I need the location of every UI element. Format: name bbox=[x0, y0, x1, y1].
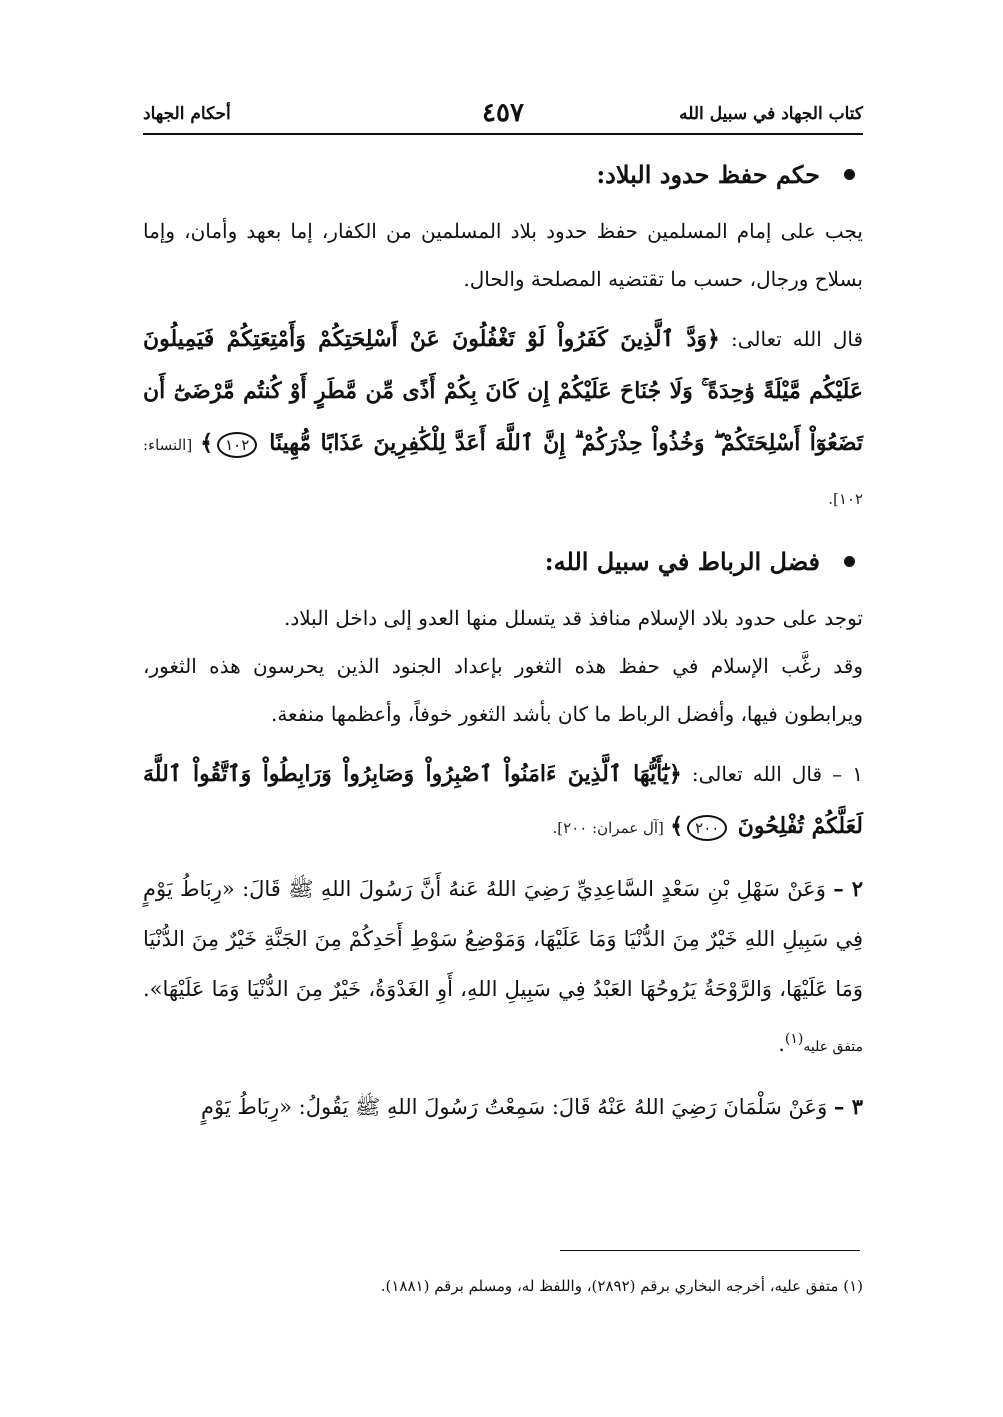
verse-close: ﴾ bbox=[670, 813, 684, 839]
quran-verse-block bbox=[143, 313, 863, 525]
verse-intro: قال الله تعالى: bbox=[730, 327, 864, 351]
section-title: أحكام الجهاد bbox=[143, 104, 231, 124]
ayah-number-marker: ١٠٢ bbox=[217, 432, 257, 458]
footnote-rule bbox=[560, 1250, 860, 1251]
verse-reference: [النساء: ١٠٢]. bbox=[143, 436, 863, 508]
hadith-grading: متفق عليه bbox=[803, 1039, 863, 1055]
list-item bbox=[143, 1082, 863, 1132]
hadith-text: وَعَنْ سَلْمَانَ رَضِيَ اللهُ عَنْهُ قَالَ: سَمِعْتُ رَسُولَ اللهِ ﷺ يَقُولُ: «رِبَاطُ يَوْمٍ bbox=[200, 1095, 828, 1119]
item-number: ٣ – bbox=[833, 1094, 863, 1119]
heading-text: فضل الرباط في سبيل الله: bbox=[544, 547, 820, 576]
bullet-icon bbox=[844, 169, 855, 180]
page-content bbox=[143, 160, 863, 1132]
paragraph: توجد على حدود بلاد الإسلام منافذ قد يتسلل منها العدو إلى داخل البلاد. bbox=[283, 606, 863, 630]
list-item bbox=[143, 864, 863, 1072]
sentence-end: . bbox=[778, 1032, 785, 1056]
page-number: ٤٥٧ bbox=[482, 98, 524, 128]
list-item bbox=[143, 748, 863, 854]
item-number: ٢ – bbox=[833, 876, 863, 901]
verse-close: ﴾ bbox=[200, 430, 214, 456]
hadith-text: وَعَنْ سَهْلِ بْنِ سَعْدٍ السَّاعِدِيِّ رَضِيَ اللهُ عَنهُ أَنَّ رَسُولَ اللهِ ﷺ قَالَ: «رِبَاطُ يَوْمٍ فِي سَبِيلِ اللهِ خَيْرٌ مِنَ الدُّنْيَا وَمَا عَلَيْهَا، وَمَوْضِعُ سَوْطِ أَحَدِكُمْ مِنَ الجَنَّةِ خَيْرٌ مِنَ الدُّنْيَا وَمَا عَلَيْهَا، وَالرَّوْحَةُ يَرُوحُهَا العَبْدُ فِي سَبِيلِ اللهِ، أَوِ الغَدْوَةُ، خَيْرٌ مِنَ الدُّنْيَا وَمَا عَلَيْهَا». bbox=[143, 877, 863, 1001]
footnote-marker[interactable]: (١) bbox=[784, 1031, 804, 1047]
heading-text: حكم حفظ حدود البلاد: bbox=[596, 160, 820, 189]
verse-reference: [آل عمران: ٢٠٠]. bbox=[552, 819, 664, 837]
verse-intro: قال الله تعالى: bbox=[691, 762, 823, 786]
bullet-icon bbox=[844, 556, 855, 567]
page-header bbox=[143, 98, 863, 132]
paragraph: وقد رغَّب الإسلام في حفظ هذه الثغور بإعداد الجنود الذين يحرسون هذه الثغور، ويرابطون فيها، وأفضل الرباط ما كان بأشد الثغور خوفاً، وأعظمها منفعة. bbox=[143, 654, 863, 726]
ayah-number-marker: ٢٠٠ bbox=[687, 815, 727, 841]
book-title: كتاب الجهاد في سبيل الله bbox=[679, 104, 863, 124]
quran-verse-text: ﴿يَٰٓأَيُّهَا ٱلَّذِينَ ءَامَنُواْ ٱصْبِرُواْ وَصَابِرُواْ وَرَابِطُواْ وَٱتَّقُواْ ٱللَّهَ لَعَلَّكُمْ تُفْلِحُونَ bbox=[143, 761, 863, 839]
quran-verse-text: ﴿وَدَّ ٱلَّذِينَ كَفَرُواْ لَوْ تَغْفُلُونَ عَنْ أَسْلِحَتِكُمْ وَأَمْتِعَتِكُمْ فَيَمِيلُونَ عَلَيْكُم مَّيْلَةً وَٰحِدَةً ۚ وَلَا جُنَاحَ عَلَيْكُمْ إِن كَانَ بِكُمْ أَذًى مِّن مَّطَرٍ أَوْ كُنتُم مَّرْضَىٰٓ أَن تَضَعُوٓاْ أَسْلِحَتَكُمْ ۖ وَخُذُواْ حِذْرَكُمْ ۗ إِنَّ ٱللَّهَ أَعَدَّ لِلْكَٰفِرِينَ عَذَابًا مُّهِينًا bbox=[143, 326, 864, 456]
header-rule bbox=[143, 133, 863, 135]
paragraph: يجب على إمام المسلمين حفظ حدود بلاد المسلمين من الكفار، إما بعهد وأمان، وإما بسلاح ورجال، حسب ما تقتضيه المصلحة والحال. bbox=[143, 219, 863, 291]
section-heading-ribat bbox=[143, 547, 863, 576]
item-number: ١ – bbox=[832, 762, 863, 786]
footnote: (١) متفق عليه، أخرجه البخاري برقم (٢٨٩٢)، واللفظ له، ومسلم برقم (١٨٨١). bbox=[380, 1277, 863, 1295]
section-heading-border-protection bbox=[143, 160, 863, 189]
